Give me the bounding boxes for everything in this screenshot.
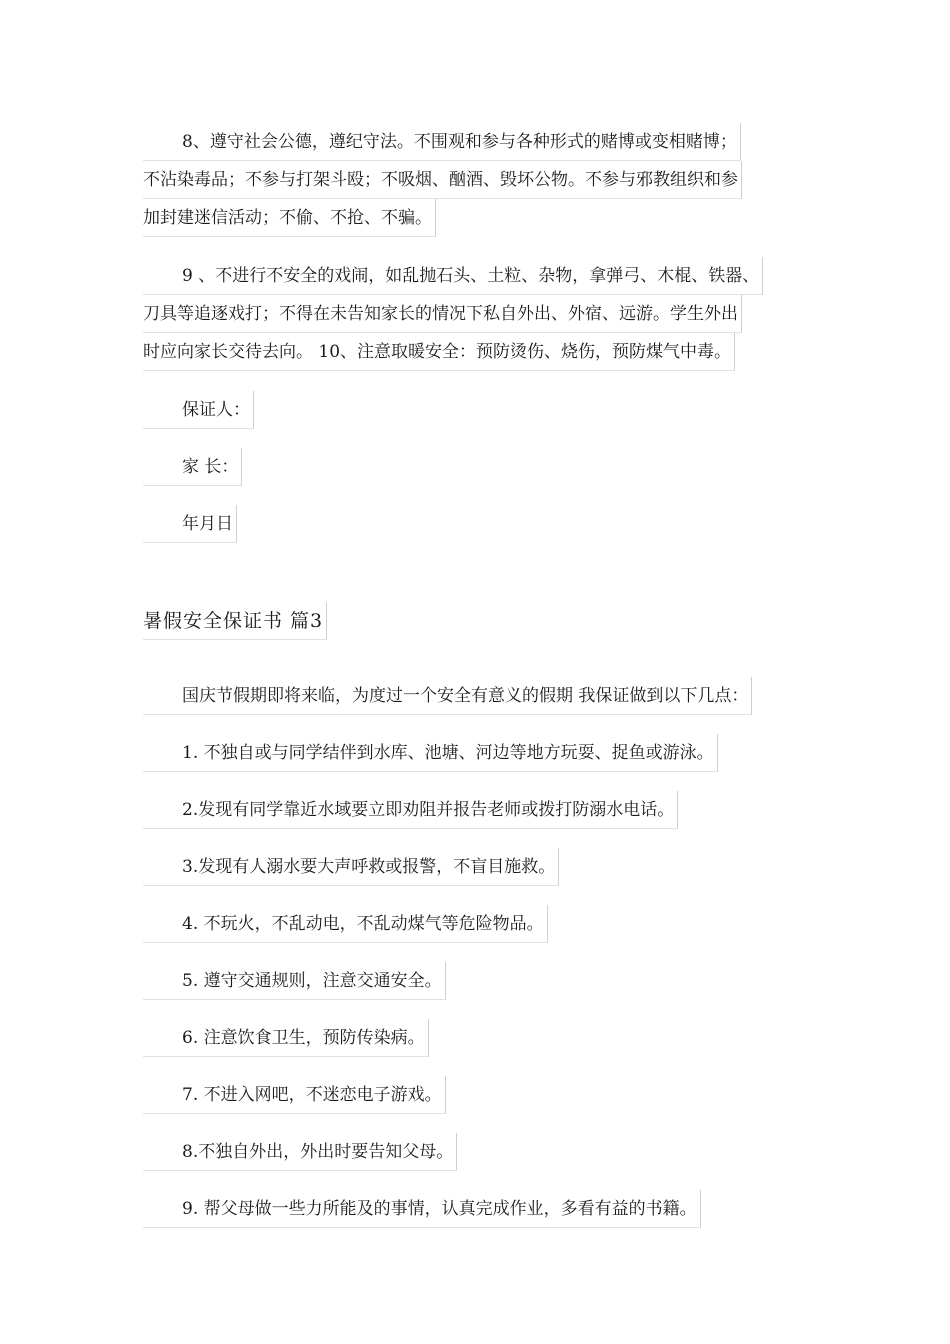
parent-label: 家 长： xyxy=(143,448,242,486)
intro-line: 国庆节假期即将来临，为度过一个安全有意义的假期 我保证做到以下几点： xyxy=(143,677,752,715)
date-label: 年月日 xyxy=(143,505,237,543)
list-item: 1. 不独自或与同学结伴到水库、池塘、河边等地方玩耍、捉鱼或游泳。 xyxy=(143,734,718,772)
list-item: 5. 遵守交通规则，注意交通安全。 xyxy=(143,962,446,1000)
list-item: 9. 帮父母做一些力所能及的事情，认真完成作业，多看有益的书籍。 xyxy=(143,1190,701,1228)
list-item: 4. 不玩火，不乱动电，不乱动煤气等危险物品。 xyxy=(143,905,548,943)
paragraph-line: 不沾染毒品；不参与打架斗殴；不吸烟、酗酒、毁坏公物。不参与邪教组织和参 xyxy=(143,161,742,199)
paragraph-line: 9 、不进行不安全的戏闹，如乱抛石头、土粒、杂物，拿弹弓、木棍、铁器、 xyxy=(143,257,763,295)
list-item: 2.发现有同学靠近水域要立即劝阻并报告老师或拨打防溺水电话。 xyxy=(143,791,678,829)
guarantor-label: 保证人： xyxy=(143,391,254,429)
paragraph-line: 加封建迷信活动；不偷、不抢、不骗。 xyxy=(143,199,436,237)
list-item: 8.不独自外出，外出时要告知父母。 xyxy=(143,1133,457,1171)
section-heading: 暑假安全保证书 篇3 xyxy=(143,602,327,640)
paragraph-line: 刀具等追逐戏打；不得在未告知家长的情况下私自外出、外宿、远游。学生外出 xyxy=(143,295,742,333)
paragraph-line: 8、遵守社会公德，遵纪守法。不围观和参与各种形式的赌博或变相赌博； xyxy=(143,123,741,161)
paragraph-line: 时应向家长交待去向。 10、注意取暖安全：预防烫伤、烧伤，预防煤气中毒。 xyxy=(143,333,735,371)
list-item: 3.发现有人溺水要大声呼救或报警，不盲目施救。 xyxy=(143,848,559,886)
list-item: 6. 注意饮食卫生，预防传染病。 xyxy=(143,1019,429,1057)
list-item: 7. 不进入网吧，不迷恋电子游戏。 xyxy=(143,1076,446,1114)
